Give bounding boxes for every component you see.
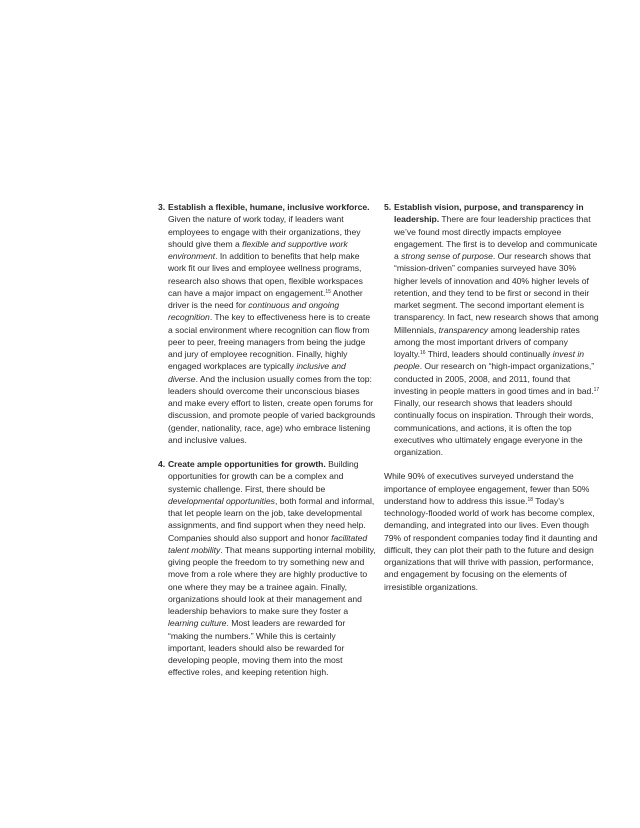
closing-paragraph [384, 470, 600, 593]
list-number: 4. [158, 459, 166, 469]
footnote-ref: 15 [325, 288, 331, 295]
list-item-4 [158, 458, 376, 679]
body-text: . That means supporting internal mobility, giving people the freedom to try something new and move from a role where they are highly productive to one where they may be a trainee again. Finally, organizations should look at their management and leadership behaviors to make sure they foster a [168, 544, 376, 616]
emphasis-text: flexible and supportive work environment [168, 238, 348, 261]
list-number: 5. [384, 202, 392, 212]
list-item-5 [384, 201, 600, 458]
list-item-3 [158, 201, 376, 446]
emphasis-text: inclusive and diverse [168, 361, 346, 384]
body-text: There are four leadership practices that we’ve found most directly impacts employee engagement. The first is to develop and communicate a [394, 214, 598, 261]
body-text: . In addition to benefits that help make work fit our lives and employee wellness programs, research also shows that open, flexible workspaces can have a major impact on engagement. [168, 251, 363, 298]
body-text: among leadership rates among the most important drivers of company loyalty. [394, 324, 580, 359]
item-heading: Establish a flexible, humane, inclusive workforce. [168, 202, 370, 212]
item-heading: Establish vision, purpose, and transparency in leadership. [394, 202, 584, 225]
body-text: Today’s technology-flooded world of work has become complex, demanding, and integrated into our lives. Even though 79% of respondent companies today find it daunting and difficult, they can plot their path to the future and design organizations that will thrive with passion, performance, and engagement by focusing on the elements of irresistible organizations. [384, 495, 598, 592]
emphasis-text: invest in people [394, 349, 585, 372]
emphasis-text: facilitated talent mobility [168, 532, 368, 555]
footnote-ref: 17 [593, 386, 600, 393]
body-text: Finally, our research shows that leaders should continually focus on inspiration. Through their words, communications, and actions, it is often the top executives who ultimately engage everyone in the organization. [394, 398, 594, 457]
body-text: Given the nature of work today, if leaders want employees to engage with their organizations, they should give them a [168, 214, 361, 249]
emphasis-text: strong sense of purpose [401, 251, 493, 261]
body-text: . Our research shows that “mission-driven” companies surveyed have 30% higher levels of innovation and 40% higher levels of retention, and they tend to be first or second in their market segment. The second important element is transparency. In fact, new research shows that among Millennials, [394, 251, 599, 335]
emphasis-text: transparency [438, 324, 489, 335]
emphasis-text: learning culture [168, 618, 227, 629]
list-item-body [168, 458, 376, 679]
body-text: . Most leaders are rewarded for “making the numbers.” While this is certainly important, leaders should also be rewarded for developing people, moving them into the most effective roles, and keeping retention high. [168, 618, 346, 678]
list-number: 3. [158, 202, 166, 212]
body-text: Building opportunities for growth can be a complex and systemic challenge. First, there should be [168, 459, 359, 494]
body-text: . And the inclusion usually comes from the top: leaders should overcome their unconscious biases and make every effort to listen, create open forums for discussion, and promote people of varied backgrounds (gender, nationality, race, age) who embrace listening and inclusive values. [168, 373, 376, 445]
list-item-body [168, 201, 376, 446]
body-text: Third, leaders should continually [425, 349, 553, 359]
emphasis-text: continuous and ongoing recognition [168, 300, 340, 323]
item-heading: Create ample opportunities for growth. [168, 459, 326, 469]
emphasis-text: developmental opportunities [168, 495, 275, 506]
left-column [158, 201, 376, 679]
body-text: While 90% of executives surveyed understand the importance of employee engagement, fewer than 50% understand how to address this issue. [384, 471, 590, 506]
footnote-ref: 18 [527, 496, 534, 503]
right-column [384, 201, 600, 593]
body-text: , both formal and informal, that let people learn on the job, take developmental assignments, and find support when they need help. Companies should also support and honor [168, 495, 375, 543]
body-text: Another driver is the need for [168, 287, 363, 310]
body-text: . The key to effectiveness here is to create a social environment where recognition can flow from peer to peer, freeing managers from being the judge and jury of employee recognition. Finally, highly engaged workplaces are typically [168, 312, 371, 372]
footnote-ref: 16 [419, 350, 426, 356]
list-item-body [394, 201, 600, 458]
body-text: . Our research on “high-impact organizations,” conducted in 2005, 2008, and 2011, found that investing in people matters in good times and in bad. [394, 361, 595, 396]
